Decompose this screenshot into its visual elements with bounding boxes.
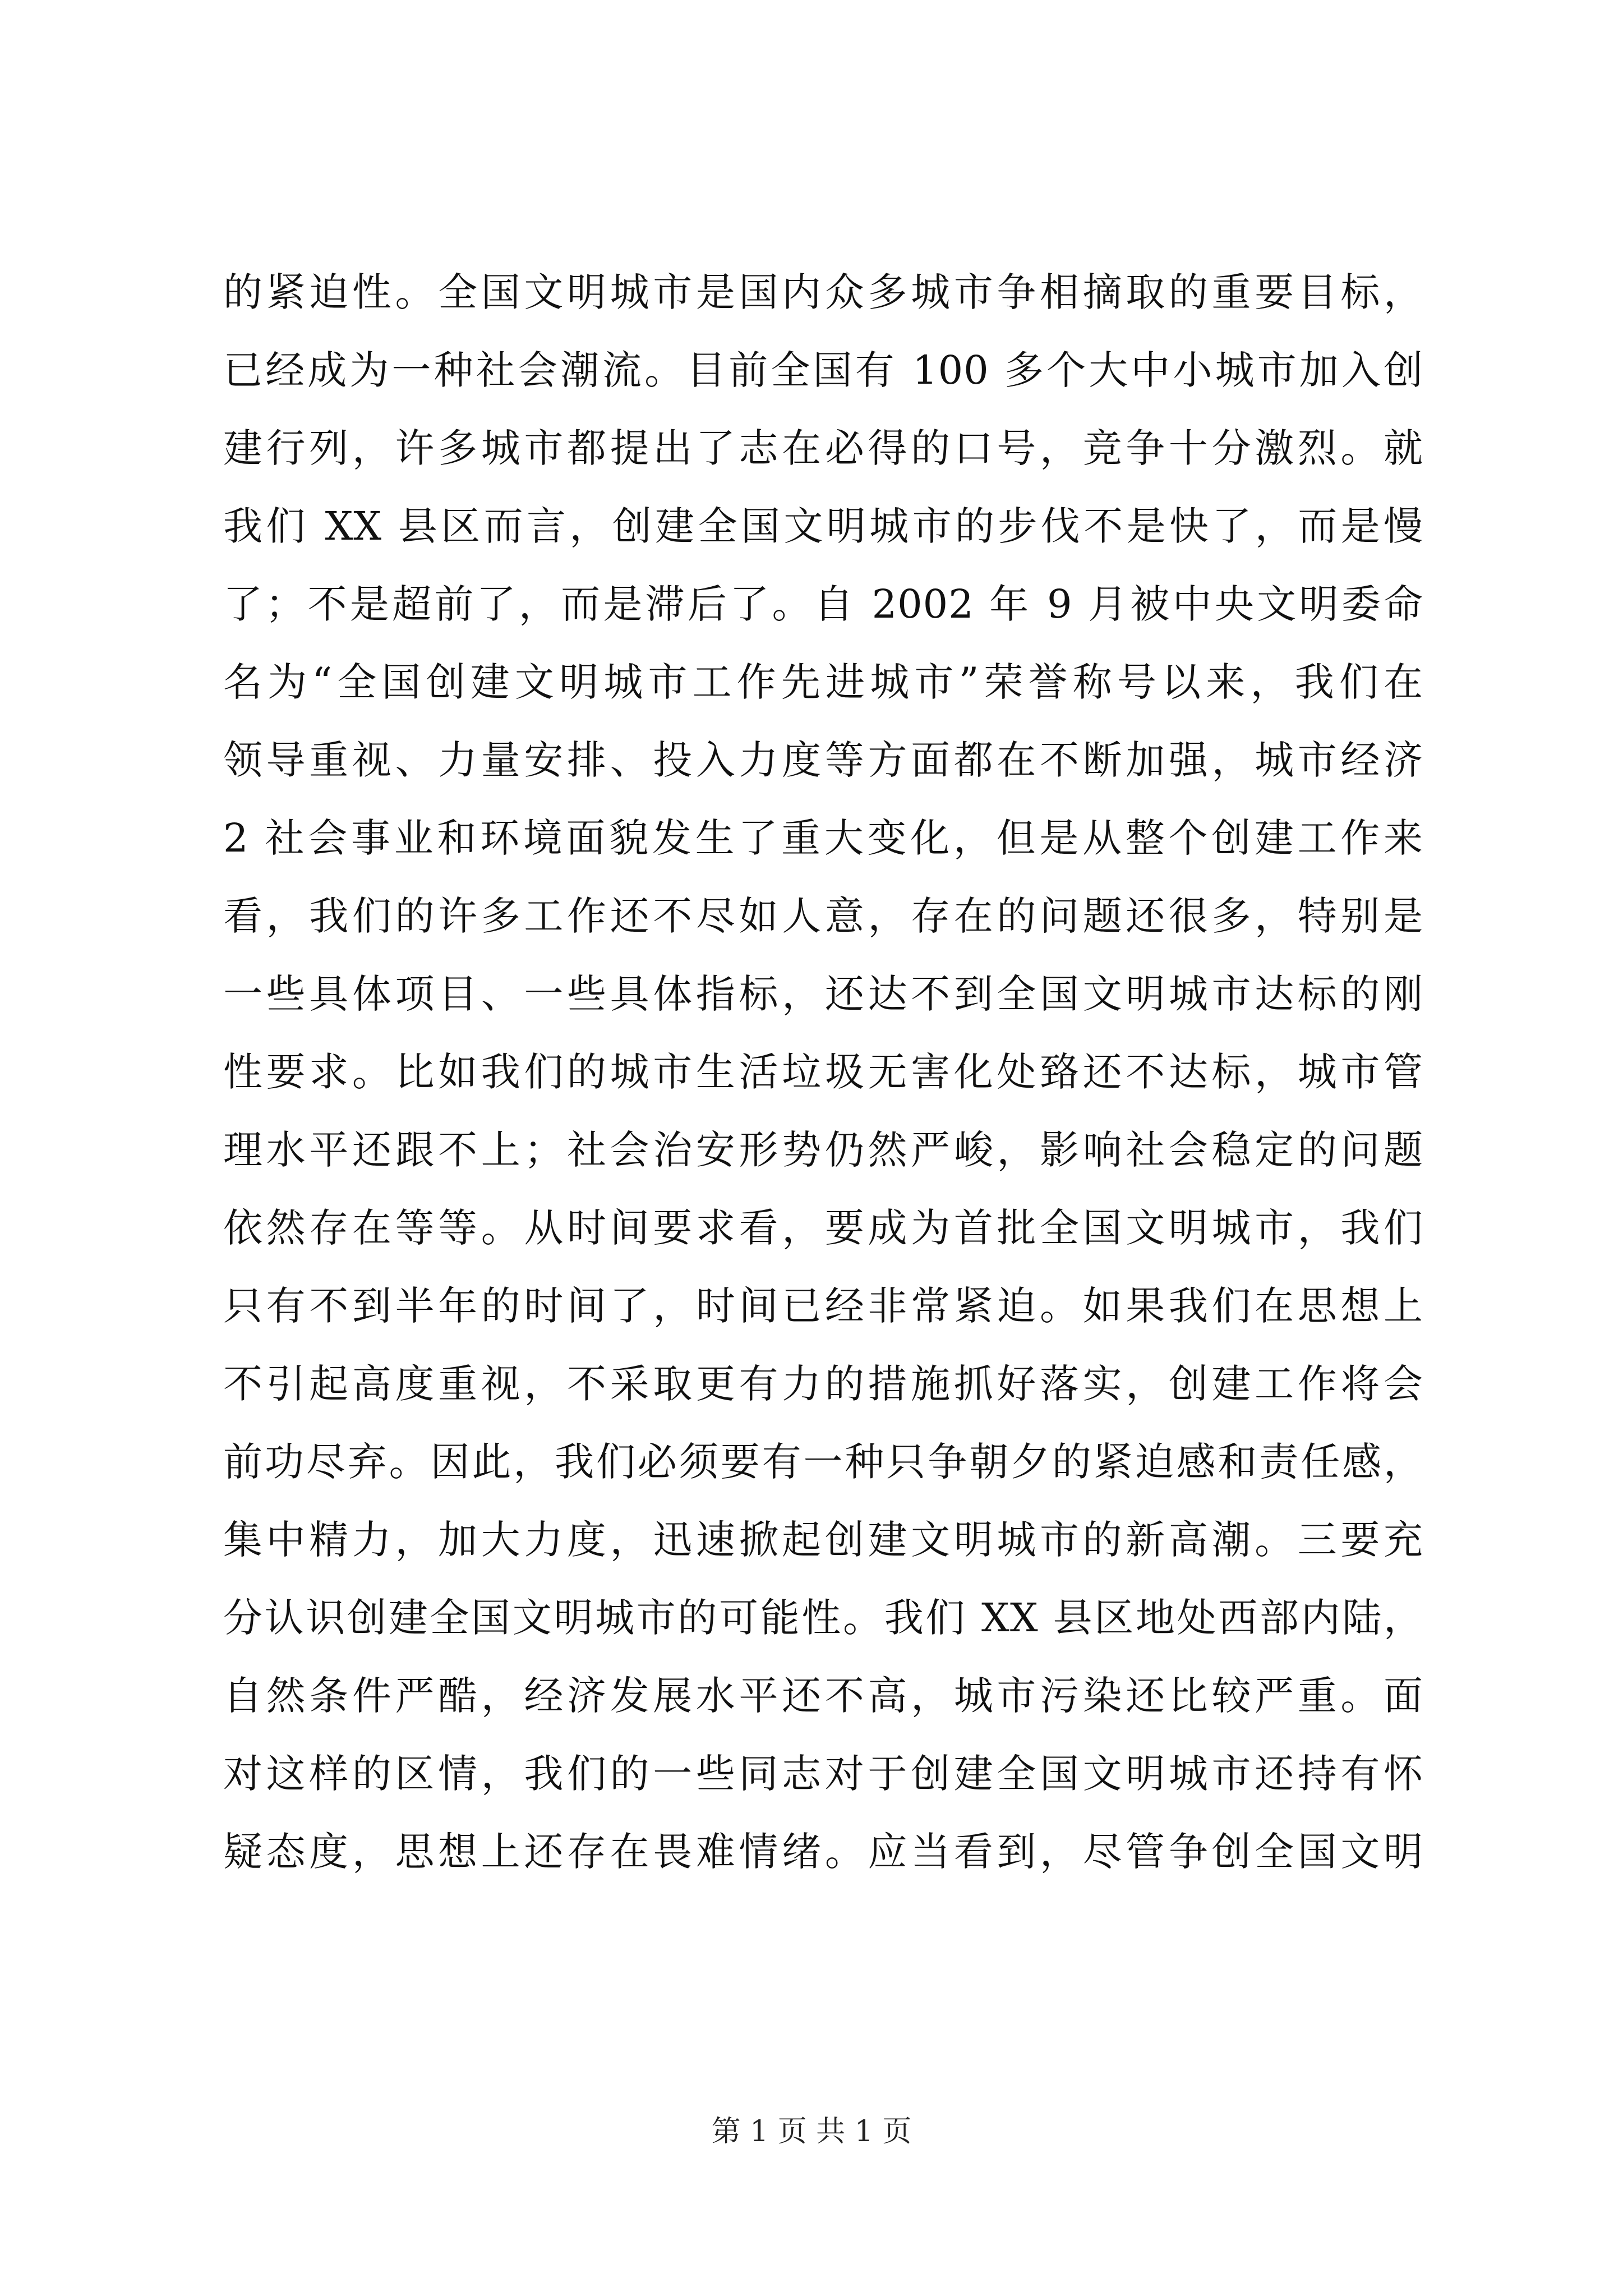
page-footer — [0, 2112, 1623, 2151]
text-line: 分认识创建全国文明城市的可能性。我们 XX 县区地处西部内陆， — [223, 1595, 1423, 1641]
text-line: 不引起高度重视，不采取更有力的措施抓好落实，创建工作将会 — [223, 1361, 1423, 1407]
text-line: 我们 XX 县区而言，创建全国文明城市的步伐不是快了，而是慢 — [223, 503, 1423, 549]
page-number: 第 1 页 共 1 页 — [711, 2115, 912, 2148]
text-line: 领导重视、力量安排、投入力度等方面都在不断加强，城市经济 — [223, 737, 1423, 783]
text-line: 前功尽弃。因此，我们必须要有一种只争朝夕的紧迫感和责任感， — [223, 1439, 1423, 1485]
text-line: 已经成为一种社会潮流。目前全国有 100 多个大中小城市加入创 — [223, 347, 1423, 393]
text-line: 名为“全国创建文明城市工作先进城市”荣誉称号以来，我们在 — [223, 659, 1423, 705]
text-line: 疑态度，思想上还存在畏难情绪。应当看到，尽管争创全国文明 — [223, 1829, 1423, 1875]
text-line: 建行列，许多城市都提出了志在必得的口号，竞争十分激烈。就 — [223, 425, 1423, 471]
text-line: 集中精力，加大力度，迅速掀起创建文明城市的新高潮。三要充 — [223, 1517, 1423, 1563]
text-line: 理水平还跟不上；社会治安形势仍然严峻，影响社会稳定的问题 — [223, 1127, 1423, 1173]
text-line: 只有不到半年的时间了，时间已经非常紧迫。如果我们在思想上 — [223, 1283, 1423, 1329]
text-line: 2 社会事业和环境面貌发生了重大变化，但是从整个创建工作来 — [223, 815, 1423, 861]
text-line: 性要求。比如我们的城市生活垃圾无害化处臵还不达标，城市管 — [223, 1049, 1423, 1095]
text-line: 对这样的区情，我们的一些同志对于创建全国文明城市还持有怀 — [223, 1751, 1423, 1797]
text-line: 了；不是超前了，而是滞后了。自 2002 年 9 月被中央文明委命 — [223, 581, 1423, 627]
text-line: 的紧迫性。全国文明城市是国内众多城市争相摘取的重要目标， — [223, 269, 1423, 315]
text-line: 一些具体项目、一些具体指标，还达不到全国文明城市达标的刚 — [223, 971, 1423, 1017]
text-line: 看，我们的许多工作还不尽如人意，存在的问题还很多，特别是 — [223, 893, 1423, 939]
body-text — [223, 254, 1423, 1891]
text-line: 依然存在等等。从时间要求看，要成为首批全国文明城市，我们 — [223, 1205, 1423, 1251]
text-line: 自然条件严酷，经济发展水平还不高，城市污染还比较严重。面 — [223, 1673, 1423, 1719]
